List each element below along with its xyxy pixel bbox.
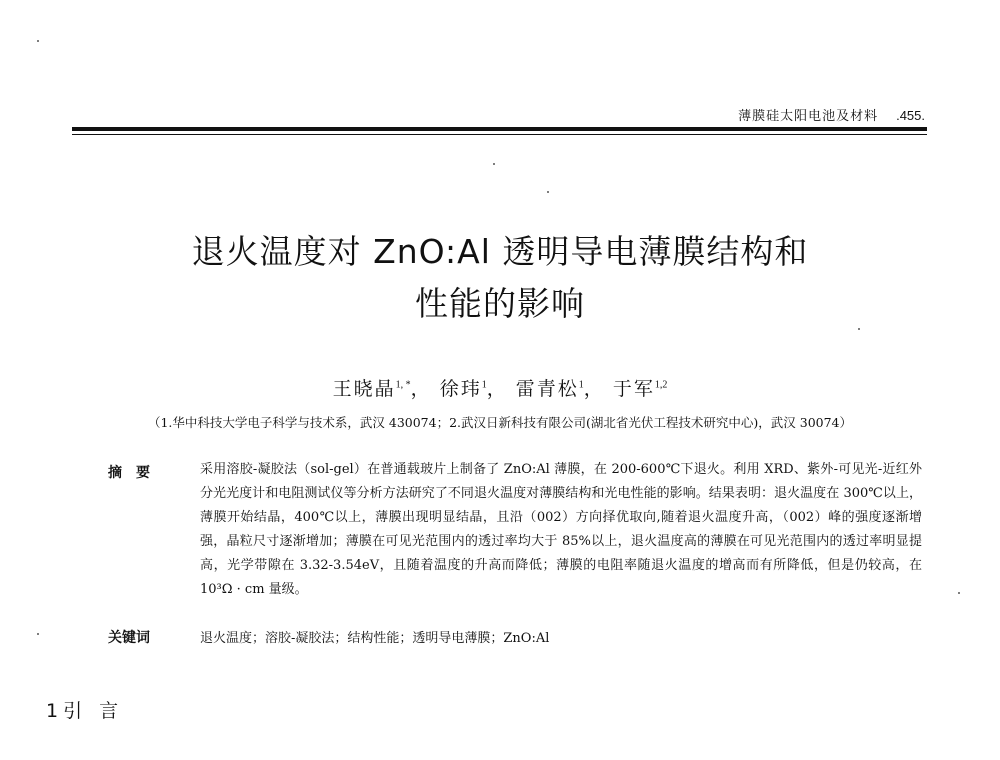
affiliation: （1.华中科技大学电子科学与技术系，武汉 430074；2.武汉日新科技有限公司(湖北省光伏工程技术研究中心)，武汉 30074）: [147, 415, 853, 430]
section-number: 1: [46, 700, 60, 722]
author-separator: ，: [410, 378, 432, 400]
author-name: 雷青松: [515, 378, 579, 400]
author-affiliation-mark: 1,2: [654, 379, 668, 391]
author-name: 徐玮: [439, 378, 482, 400]
section-title-part-2: 言: [99, 700, 120, 722]
paper-title-line-1: 退火温度对 ZnO:Al 透明导电薄膜结构和: [191, 232, 809, 271]
abstract-text: 采用溶胶-凝胶法（sol-gel）在普通载玻片上制备了 ZnO:Al 薄膜，在 200-600℃下退火。利用 XRD、紫外-可见光-近红外分光光度计和电阻测试仪等分析方法研究了不同退火温度对薄膜结构和光电性能的影响。结果表明：退火温度在 300℃以上，薄膜开始结晶，400℃以上，薄膜出现明显结晶，且沿（002）方向择优取向,随着退火温度升高，（002）峰的强度逐渐增强，晶粒尺寸逐渐增加；薄膜在可见光范围内的透过率均大于 85%以上，退火温度高的薄膜在可见光范围内的透过率明显提高，光学带隙在 3.32-3.54eV，且随着温度的升高而降低；薄膜的电阻率随退火温度的增高而有所降低，但是仍较高，在 10³Ω · cm 量级。: [200, 462, 922, 597]
author-name: 于军: [612, 378, 655, 400]
author-name: 王晓晶: [332, 378, 396, 400]
scan-speck: [858, 328, 860, 330]
keywords-text: 退火温度；溶胶-凝胶法；结构性能；透明导电薄膜；ZnO:Al: [200, 631, 550, 646]
scan-speck: [493, 163, 495, 165]
scan-speck: [547, 191, 549, 193]
author-affiliation-mark: 1: [481, 379, 487, 391]
page-number: .455.: [896, 108, 925, 123]
scan-speck: [958, 592, 960, 594]
journal-name: 薄膜硅太阳电池及材料: [738, 109, 879, 124]
author-separator: ，: [583, 378, 605, 400]
section-title-part-1: 引: [63, 700, 84, 722]
author-separator: ，: [486, 378, 508, 400]
scan-speck: [37, 633, 39, 635]
scan-speck: [37, 40, 39, 42]
header-rule-thin: [72, 134, 927, 135]
running-head: [0, 105, 925, 124]
author-affiliation-mark: 1, *: [395, 379, 411, 391]
author-affiliation-mark: 1: [578, 379, 584, 391]
paper-title-line-2: 性能的影响: [415, 284, 585, 323]
author-list: [0, 374, 1000, 401]
abstract-label: 摘要: [108, 465, 164, 481]
section-heading: [46, 696, 119, 723]
header-rule-thick: [72, 127, 927, 131]
keywords-label: 关键词: [108, 630, 150, 646]
